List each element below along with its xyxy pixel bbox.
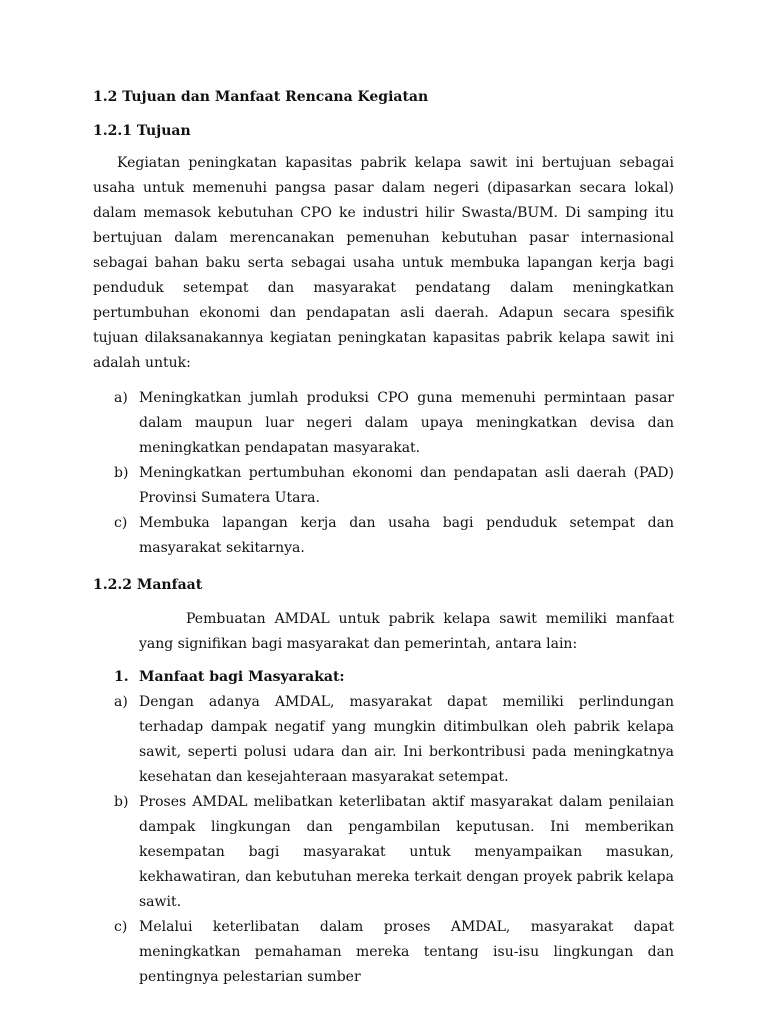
list-marker: a) — [114, 694, 128, 710]
list-marker: c) — [114, 919, 128, 935]
list-item-text: Membuka lapangan kerja dan usaha bagi penduduk setempat dan masyarakat sekitarnya. — [139, 515, 674, 556]
list-item-text: Proses AMDAL melibatkan keterlibatan aktif masyarakat dalam penilaian dampak lingkungan dan pengambilan keputusan. Ini memberikan kesempatan bagi masyarakat untuk menyampaikan masukan, kekhawatiran, dan kebutuhan mereka terkait dengan proyek pabrik kelapa sawit. — [139, 794, 674, 910]
tujuan-paragraph: Kegiatan peningkatan kapasitas pabrik kelapa sawit ini bertujuan sebagai usaha untuk memenuhi pangsa pasar dalam negeri (dipasarkan secara lokal) dalam memasok kebutuhan CPO ke industri hilir Swasta/BUM. Di samping itu bertujuan dalam merencanakan pemenuhan kebutuhan pasar internasional sebagai bahan baku serta sebagai usaha untuk membuka lapangan kerja bagi penduduk setempat dan masyarakat pendatang dalam meningkatkan pertumbuhan ekonomi dan pendapatan asli daerah. Adapun secara spesifik tujuan dilaksanakannya kegiatan peningkatan kapasitas pabrik kelapa sawit ini adalah untuk: — [93, 155, 674, 371]
section-title: 1.2 Tujuan dan Manfaat Rencana Kegiatan — [93, 89, 429, 105]
list-item-text: Meningkatkan jumlah produksi CPO guna memenuhi permintaan pasar dalam maupun luar negeri dalam upaya meningkatkan devisa dan meningkatkan pendapatan masyarakat. — [139, 390, 674, 456]
list-item — [93, 461, 674, 511]
list-marker: b) — [114, 794, 129, 810]
list-item-text: Dengan adanya AMDAL, masyarakat dapat memiliki perlindungan terhadap dampak negatif yang mungkin ditimbulkan oleh pabrik kelapa sawit, seperti polusi udara dan air. Ini berkontribusi pada meningkatnya kesehatan dan kesejahteraan masyarakat setempat. — [139, 694, 674, 785]
list-item-text: Melalui keterlibatan dalam proses AMDAL, masyarakat dapat meningkatkan pemahaman mereka tentang isu-isu lingkungan dan pentingnya pelestarian sumber — [139, 919, 674, 985]
list-marker: a) — [114, 390, 128, 406]
list-marker: c) — [114, 515, 128, 531]
group-title-item — [93, 665, 674, 690]
group-title: Manfaat bagi Masyarakat: — [139, 669, 345, 685]
list-marker: b) — [114, 465, 129, 481]
list-item-text: Meningkatkan pertumbuhan ekonomi dan pendapatan asli daerah (PAD) Provinsi Sumatera Utara. — [139, 465, 674, 506]
list-item — [93, 790, 674, 915]
tujuan-list — [93, 386, 674, 561]
group-marker: 1. — [114, 669, 129, 685]
tujuan-heading: 1.2.1 Tujuan — [93, 123, 191, 139]
manfaat-list — [93, 665, 674, 990]
list-item — [93, 386, 674, 461]
list-item — [93, 690, 674, 790]
list-item — [93, 915, 674, 990]
manfaat-intro: Pembuatan AMDAL untuk pabrik kelapa sawit memiliki manfaat yang signifikan bagi masyarakat dan pemerintah, antara lain: — [139, 611, 674, 652]
manfaat-heading: 1.2.2 Manfaat — [93, 577, 203, 593]
list-item — [93, 511, 674, 561]
